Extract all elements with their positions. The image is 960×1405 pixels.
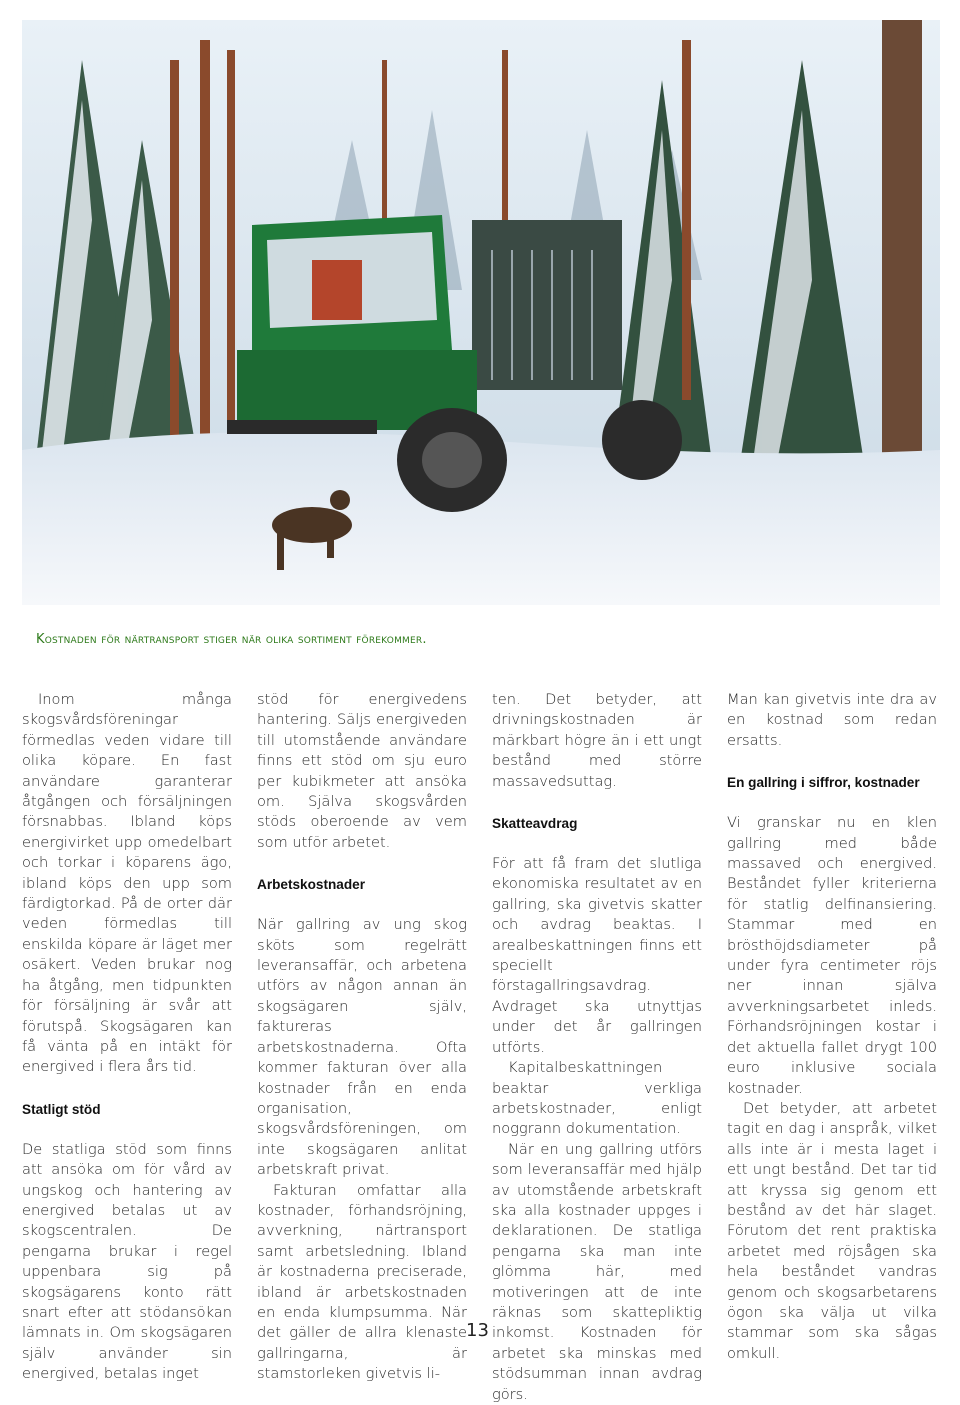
paragraph: De statliga stöd som finns att ansöka om för vård av ungskog och hantering av energived betalas ut av skogscentralen. De pengarna brukar i regel uppenbara sig på skogsägarens konto rätt snart efter att stödansökan lämnats in. Om skogsägaren själv använder sin energived, betalas inget <box>22 1140 232 1383</box>
text-column-4 <box>727 690 937 1364</box>
page-number: 13 <box>466 1320 489 1341</box>
text-column-3 <box>492 690 702 1405</box>
paragraph: Vi granskar nu en klen gallring med både massaved och energived. Beståndet fyller kriterierna för statlig delfinansiering. Stammar med en brösthöjdsdiameter på under fyra centimeter röjs ner innan själva avverkningsarbetet inleds. Förhandsröjningen kostar i det aktuella fallet drygt 100 euro inklusive sociala kostnader. <box>727 814 937 1097</box>
paragraph: Man kan givetvis inte dra av en kostnad som redan ersatts. <box>727 691 937 749</box>
paragraph: Det betyder, att arbetet tagit en dag i anspråk, vilket alls inte är i mesta laget i ett ungt bestånd. Det tar tid att kryssa sig genom ett bestånd av det här slaget. Förutom det rent praktiska arbetet med röjsågen ska hela beståndet vandras genom och skogsarbetarens ögon ska välja ut vilka stammar som ska sågas omkull. <box>727 1099 937 1362</box>
paragraph: När en ung gallring utförs som leveransaffär med hjälp av utomstående arbetskraft ska alla kostnader uppges i deklarationen. De statliga pengarna ska man inte glömma här, med motiveringen att de inte räknas som skattepliktig inkomst. Kostnaden för arbetet ska minskas med stödsumman innan avdrag görs. <box>492 1140 702 1403</box>
paragraph: För att få fram det slutliga ekonomiska resultatet av en gallring, ska givetvis skatter och avdrag beaktas. I arealbeskattningen finns ett speciellt förstagallringsavdrag. Avdraget ska utnyttjas under det år gallringen utförts. <box>492 855 702 1056</box>
text-column-1 <box>22 690 232 1385</box>
paragraph: stöd för energivedens hantering. Säljs energiveden till utomstående användare finns ett stöd om sju euro per kubikmeter att ansöka om. Själva skogsvården stöds oberoende av vem som utför arbetet. <box>257 691 467 851</box>
forest-forwarder-photo <box>22 20 940 605</box>
heading-skatteavdrag: Skatteavdrag <box>492 816 578 832</box>
paragraph: När gallring av ung skog sköts som regelrätt leveransaffär, och arbetena utförs av någon annan än skogsägaren själv, faktureras arbetskostnaderna. Ofta kommer fakturan över alla kostnader från en enda organisation, skogsvårdsföreningen, om inte skogsägaren anlitat arbetskraft privat. <box>257 916 467 1179</box>
paragraph: Fakturan omfattar alla kostnader, förhandsröjning, avverkning, närtransport samt arbetsledning. Ibland är kostnaderna preciserade, ibland är arbetskostnaden en enda klumpsumma. När det gäller de allra klenaste gallringarna, är stamstorleken givetvis li- <box>257 1181 467 1383</box>
paragraph: Inom många skogsvårdsföreningar förmedlas veden vidare till olika köpare. En fast användare garanterar åtgången och försäljningen försnabbas. Ibland köps energivirket upp omedelbart och torkar i köparens ägo, ibland köps den upp som färdigtorkad. På de orter där veden förmedlas till enskilda köpare är läget mer osäkert. Veden brukar nog ha åtgång, men tidpunkten för försäljning är svår att förutspå. Skogsägaren kan få vänta på en intäkt för energived i flera års tid. <box>22 691 232 1076</box>
heading-en-gallring-i-siffror: En gallring i siffror, kostnader <box>727 775 920 791</box>
photo-caption: Kostnaden för närtransport stiger när olika sortiment förekommer. <box>36 632 427 647</box>
text-column-2 <box>257 690 467 1385</box>
paragraph: Kapitalbeskattningen beaktar verkliga arbetskostnader, enligt noggrann dokumentation. <box>492 1059 702 1138</box>
paragraph: ten. Det betyder, att drivningskostnaden är märkbart högre än i ett ungt bestånd med större massavedsuttag. <box>492 691 702 790</box>
heading-arbetskostnader: Arbetskostnader <box>257 877 366 893</box>
heading-statligt-stod: Statligt stöd <box>22 1101 101 1117</box>
